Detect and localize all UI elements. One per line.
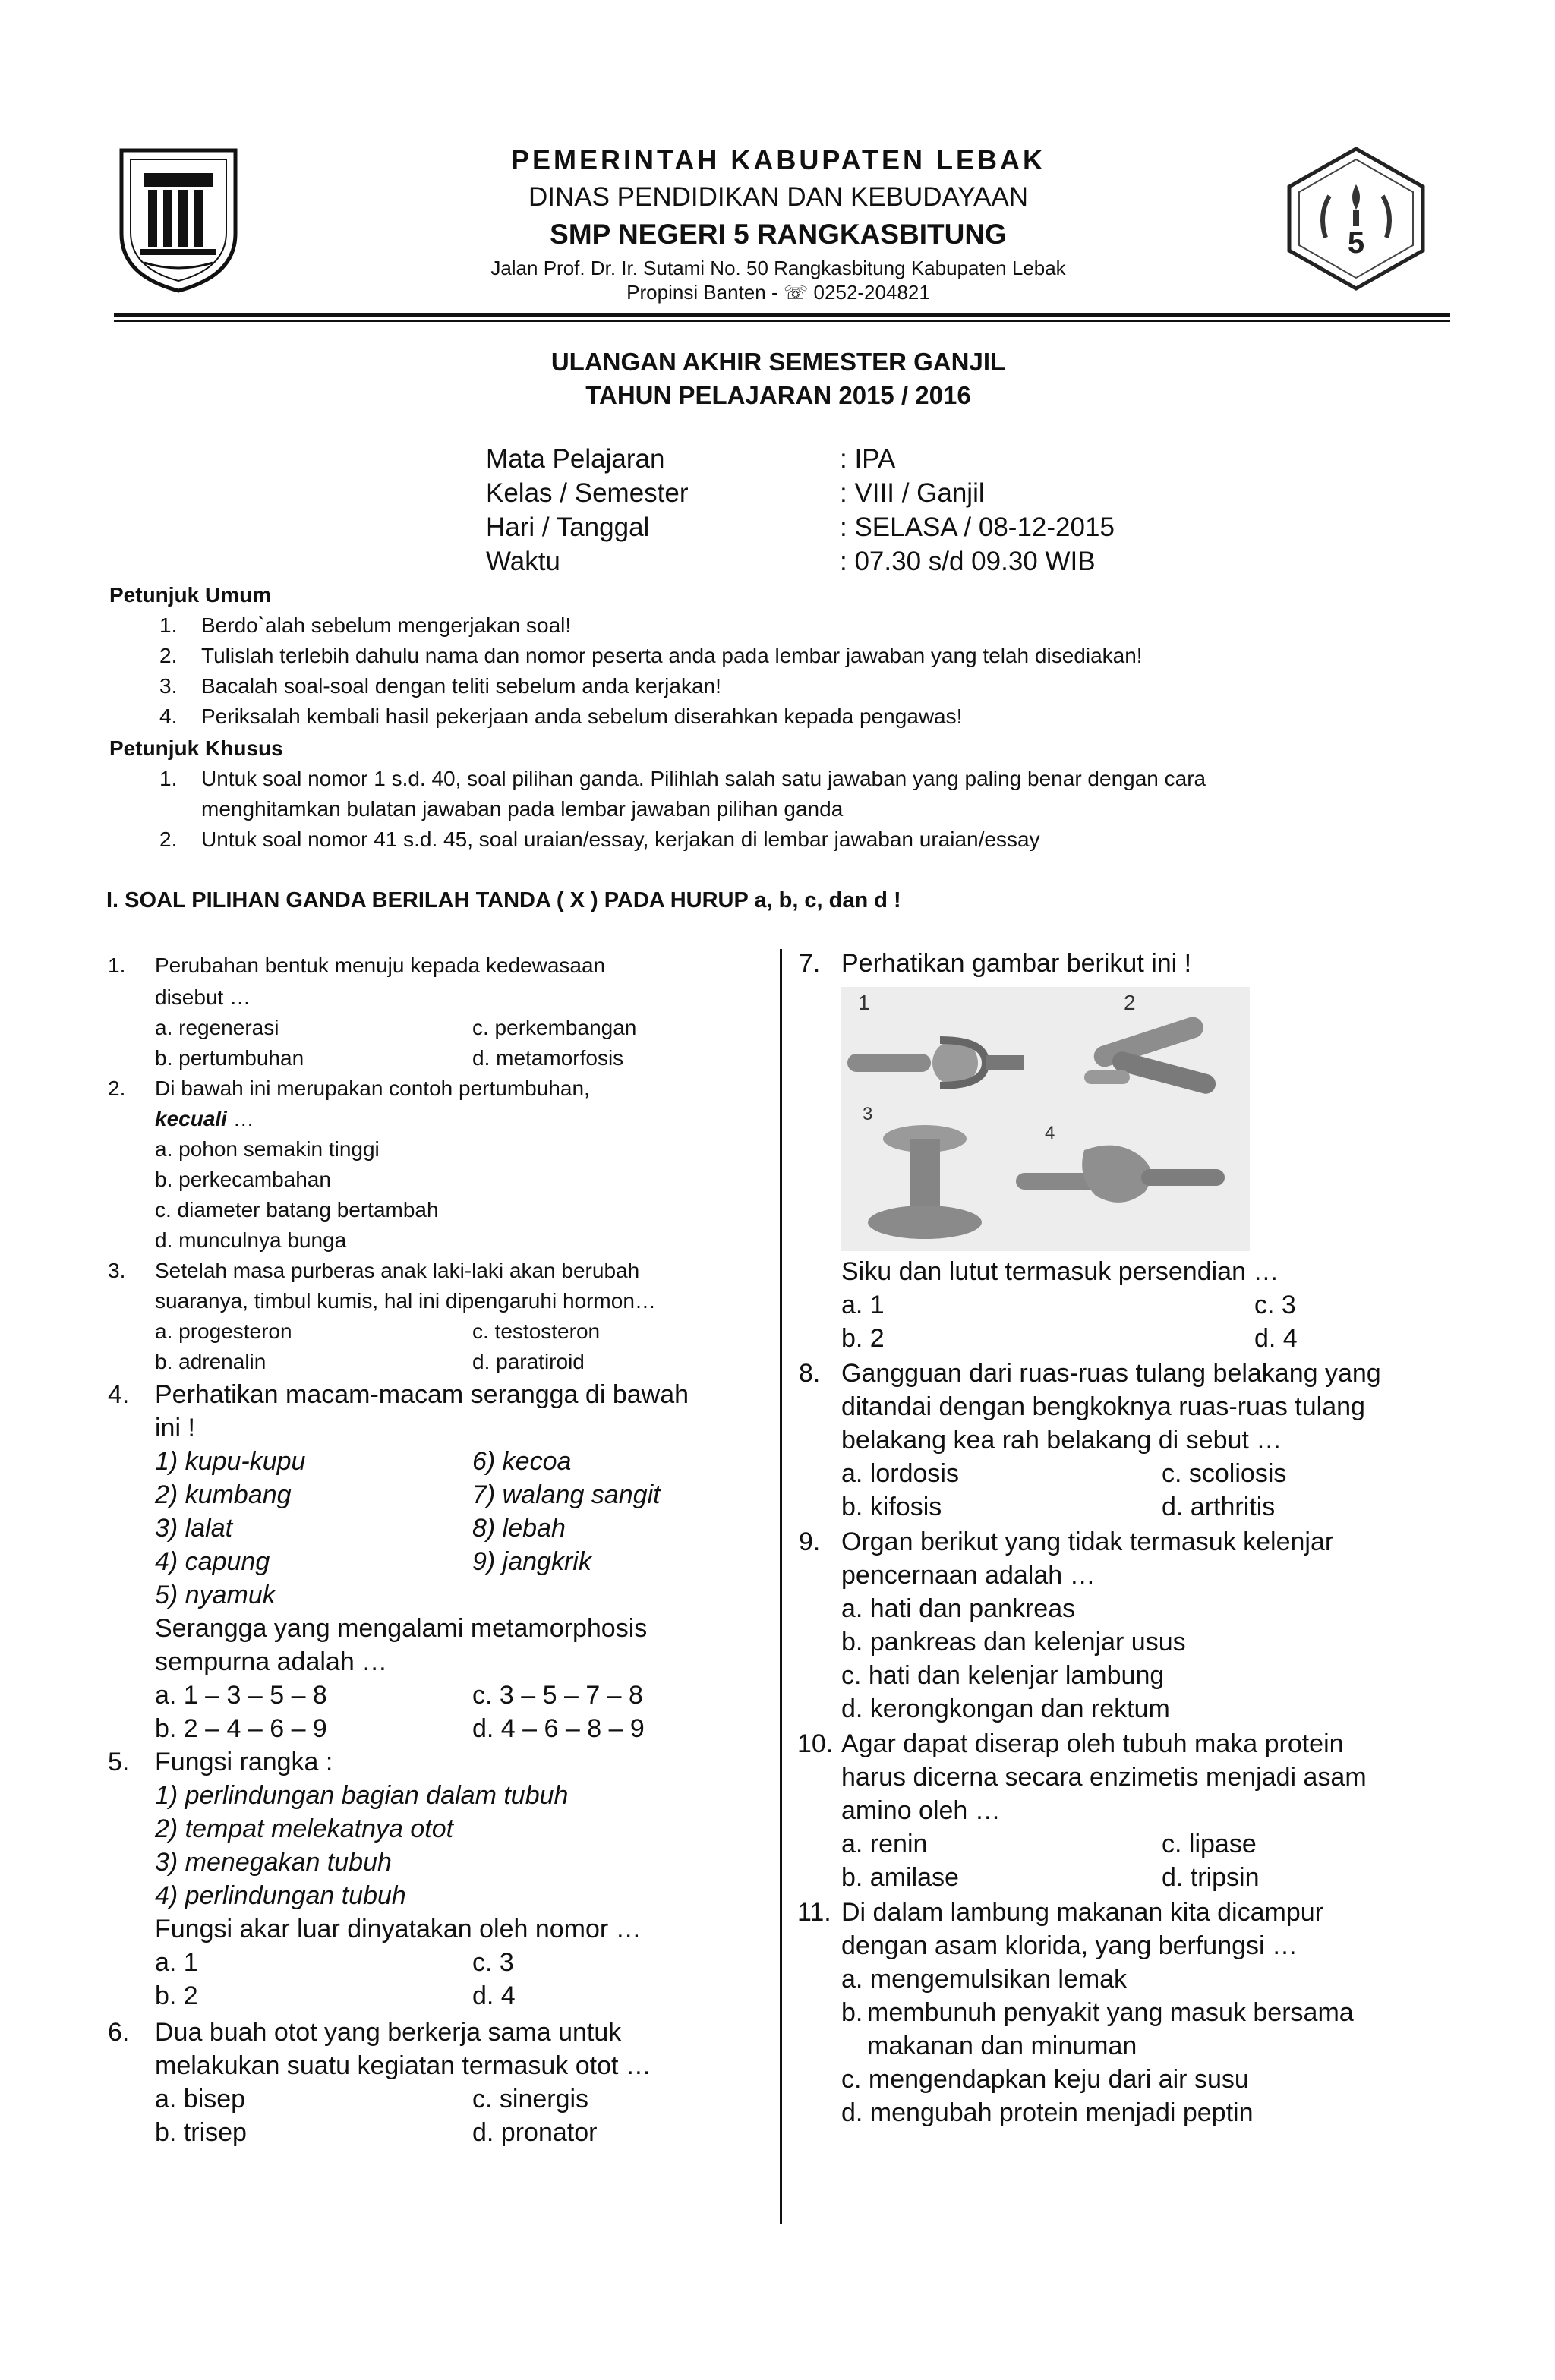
- question-number: 2.: [108, 1077, 126, 1100]
- lebak-regency-logo: [114, 143, 243, 295]
- question-number: 8.: [799, 1359, 821, 1388]
- general-item: Bacalah soal-soal dengan teliti sebelum anda kerjakan!: [201, 674, 721, 698]
- option-b-label: b.: [841, 1998, 863, 2027]
- meta-value-time: : 07.30 s/d 09.30 WIB: [840, 547, 1096, 576]
- general-item: Periksalah kembali hasil pekerjaan anda sebelum diserahkan kepada pengawas!: [201, 705, 963, 728]
- exam-title: ULANGAN AKHIR SEMESTER GANJIL: [550, 348, 1006, 376]
- function-item: 3) menegakan tubuh: [155, 1848, 392, 1877]
- question-text: Fungsi rangka :: [155, 1748, 333, 1776]
- insect-item: 3) lalat: [155, 1514, 233, 1543]
- option-c: c. sinergis: [472, 2085, 589, 2114]
- question-text: Di dalam lambung makanan kita dicampur: [841, 1898, 1323, 1927]
- special-item-line: [201, 767, 1448, 791]
- insect-item: 1) kupu-kupu: [155, 1447, 306, 1476]
- general-item-number: 1.: [159, 613, 178, 637]
- question-text: harus dicerna secara enzimetis menjadi asam: [841, 1763, 1367, 1792]
- question-text: ditandai dengan bengkoknya ruas-ruas tulang: [841, 1392, 1365, 1421]
- option-a: a. 1: [155, 1948, 198, 1977]
- option-d: d. pronator: [472, 2118, 598, 2147]
- question-text: Agar dapat diserap oleh tubuh maka protein: [841, 1729, 1344, 1758]
- question-number: 4.: [108, 1380, 130, 1409]
- option-a: a. mengemulsikan lemak: [841, 1965, 1128, 1994]
- function-item: 1) perlindungan bagian dalam tubuh: [155, 1781, 569, 1810]
- question-number: 9.: [799, 1527, 821, 1556]
- option-d: d. paratiroid: [472, 1350, 585, 1373]
- meta-label-time: Waktu: [486, 547, 560, 576]
- option-c: c. hati dan kelenjar lambung: [841, 1661, 1165, 1690]
- option-d: d. metamorfosis: [472, 1046, 624, 1070]
- option-d: d. 4 – 6 – 8 – 9: [472, 1714, 645, 1743]
- insect-item: 6) kecoa: [472, 1447, 572, 1476]
- question-text: Siku dan lutut termasuk persendian …: [841, 1257, 1279, 1286]
- question-text: Perhatikan gambar berikut ini !: [841, 949, 1192, 978]
- question-number: 7.: [799, 949, 821, 978]
- option-a: a. lordosis: [841, 1459, 959, 1488]
- column-divider: [780, 949, 782, 2224]
- option-c: c. testosteron: [472, 1319, 601, 1343]
- figure-label-3: 3: [863, 1104, 873, 1124]
- question-text: sempurna adalah …: [155, 1647, 388, 1676]
- option-a: a. progesteron: [155, 1319, 292, 1343]
- option-a: a. hati dan pankreas: [841, 1594, 1076, 1623]
- option-b-continued: makanan dan minuman: [867, 2032, 1137, 2060]
- insect-item: 2) kumbang: [155, 1480, 292, 1509]
- question-text: Fungsi akar luar dinyatakan oleh nomor …: [155, 1915, 642, 1943]
- exam-year: TAHUN PELAJARAN 2015 / 2016: [585, 381, 971, 409]
- question-text: Gangguan dari ruas-ruas tulang belakang yang: [841, 1359, 1381, 1388]
- insect-item: 9) jangkrik: [472, 1547, 591, 1576]
- question-number: 11.: [797, 1898, 831, 1927]
- keyword-kecuali: kecuali: [155, 1107, 227, 1130]
- joint-types-figure: [841, 987, 1250, 1251]
- option-b: b. trisep: [155, 2118, 247, 2147]
- option-a: a. bisep: [155, 2085, 246, 2114]
- option-b: b. 2: [155, 1981, 198, 2010]
- question-text: Dua buah otot yang berkerja sama untuk: [155, 2018, 622, 2047]
- insect-item: 8) lebah: [472, 1514, 566, 1543]
- question-text: melakukan suatu kegiatan termasuk otot …: [155, 2051, 651, 2080]
- special-item-text: Untuk soal nomor 1 s.d. 40, soal pilihan ganda. Pilihlah salah satu jawaban yang paling benar dengan cara: [201, 767, 1206, 790]
- header-department: DINAS PENDIDIKAN DAN KEBUDAYAAN: [528, 182, 1028, 212]
- special-item-number: 1.: [159, 767, 178, 790]
- svg-text:5: 5: [1347, 226, 1365, 260]
- special-instructions-heading: Petunjuk Khusus: [109, 736, 283, 760]
- option-c: c. scoliosis: [1162, 1459, 1287, 1488]
- insect-item: 7) walang sangit: [472, 1480, 661, 1509]
- question-text: Perubahan bentuk menuju kepada kedewasaan: [155, 954, 606, 977]
- figure-label-4: 4: [1045, 1123, 1055, 1143]
- special-item-line: menghitamkan bulatan jawaban pada lembar jawaban pilihan ganda: [201, 797, 844, 821]
- option-a: a. 1: [841, 1291, 885, 1319]
- general-item: Berdo`alah sebelum mengerjakan soal!: [201, 613, 572, 637]
- section-title: I. SOAL PILIHAN GANDA BERILAH TANDA ( X ) PADA HURUP a, b, c, dan d !: [106, 888, 901, 913]
- function-item: 4) perlindungan tubuh: [155, 1881, 406, 1910]
- option-c: c. lipase: [1162, 1830, 1257, 1858]
- option-b: membunuh penyakit yang masuk bersama: [867, 1998, 1354, 2027]
- meta-label-class: Kelas / Semester: [486, 478, 689, 508]
- option-c: c. 3 – 5 – 7 – 8: [472, 1681, 643, 1710]
- option-c: c. 3: [472, 1948, 514, 1977]
- question-text: Serangga yang mengalami metamorphosis: [155, 1614, 648, 1643]
- option-b: b. perkecambahan: [155, 1168, 331, 1191]
- option-a: a. renin: [841, 1830, 928, 1858]
- option-b: b. 2: [841, 1324, 885, 1353]
- header-address: Jalan Prof. Dr. Ir. Sutami No. 50 Rangkasbitung Kabupaten Lebak: [490, 257, 1066, 279]
- option-b: b. pankreas dan kelenjar usus: [841, 1628, 1186, 1657]
- option-a: a. pohon semakin tinggi: [155, 1137, 380, 1161]
- option-a: a. 1 – 3 – 5 – 8: [155, 1681, 327, 1710]
- option-d: d. tripsin: [1162, 1863, 1260, 1892]
- option-c: c. 3: [1254, 1291, 1296, 1319]
- option-b: b. pertumbuhan: [155, 1046, 304, 1070]
- option-b: b. amilase: [841, 1863, 959, 1892]
- question-number: 5.: [108, 1748, 130, 1776]
- option-b: b. 2 – 4 – 6 – 9: [155, 1714, 327, 1743]
- question-text: disebut …: [155, 985, 251, 1009]
- school-emblem-logo: [1280, 143, 1432, 295]
- general-item-number: 2.: [159, 644, 178, 667]
- option-d: d. arthritis: [1162, 1493, 1276, 1521]
- option-c: c. diameter batang bertambah: [155, 1198, 439, 1222]
- general-item-number: 3.: [159, 674, 178, 698]
- question-text: amino oleh …: [841, 1796, 1001, 1825]
- question-number: 10.: [797, 1729, 834, 1758]
- question-text: ini !: [155, 1414, 195, 1442]
- meta-label-date: Hari / Tanggal: [486, 512, 650, 542]
- header-divider-thin: [114, 320, 1450, 322]
- option-c: c. perkembangan: [472, 1016, 637, 1039]
- special-item-number: 2.: [159, 827, 178, 851]
- question-text: dengan asam klorida, yang berfungsi …: [841, 1931, 1298, 1960]
- question-text: belakang kea rah belakang di sebut …: [841, 1426, 1282, 1455]
- ellipsis: …: [226, 1107, 254, 1130]
- special-item-line: Untuk soal nomor 41 s.d. 45, soal uraian/essay, kerjakan di lembar jawaban uraian/essay: [201, 827, 1040, 851]
- insect-item: 5) nyamuk: [155, 1581, 276, 1609]
- question-text: Organ berikut yang tidak termasuk kelenjar: [841, 1527, 1334, 1556]
- option-b: b. kifosis: [841, 1493, 942, 1521]
- question-text: suaranya, timbul kumis, hal ini dipengaruhi hormon…: [155, 1289, 656, 1313]
- option-a: a. regenerasi: [155, 1016, 279, 1039]
- figure-label-1: 1: [858, 991, 870, 1014]
- option-c: c. mengendapkan keju dari air susu: [841, 2065, 1249, 2094]
- function-item: 2) tempat melekatnya otot: [155, 1814, 454, 1843]
- general-instructions-heading: Petunjuk Umum: [109, 583, 272, 607]
- header-province-phone: Propinsi Banten - ☏ 0252-204821: [626, 281, 930, 304]
- header-school: SMP NEGERI 5 RANGKASBITUNG: [550, 219, 1007, 250]
- header-government: PEMERINTAH KABUPATEN LEBAK: [511, 144, 1046, 175]
- question-text: Perhatikan macam-macam serangga di bawah: [155, 1380, 689, 1409]
- question-number: 1.: [108, 954, 126, 977]
- question-number: 3.: [108, 1259, 126, 1282]
- general-item: Tulislah terlebih dahulu nama dan nomor peserta anda pada lembar jawaban yang telah disediakan!: [201, 644, 1143, 667]
- figure-label-2: 2: [1124, 991, 1136, 1014]
- meta-value-date: : SELASA / 08-12-2015: [840, 512, 1115, 542]
- meta-value-class: : VIII / Ganjil: [840, 478, 985, 508]
- question-number: 6.: [108, 2018, 130, 2047]
- question-text: Di bawah ini merupakan contoh pertumbuhan,: [155, 1077, 590, 1100]
- question-text: [155, 1107, 254, 1131]
- option-b: b. adrenalin: [155, 1350, 267, 1373]
- option-d: d. mengubah protein menjadi peptin: [841, 2098, 1254, 2127]
- insect-item: 4) capung: [155, 1547, 270, 1576]
- option-d: d. 4: [472, 1981, 516, 2010]
- option-d: d. kerongkongan dan rektum: [841, 1694, 1170, 1723]
- meta-label-subject: Mata Pelajaran: [486, 444, 665, 474]
- general-item-number: 4.: [159, 705, 178, 728]
- question-text: Setelah masa purberas anak laki-laki akan berubah: [155, 1259, 640, 1282]
- meta-value-subject: : IPA: [840, 444, 896, 474]
- question-text: pencernaan adalah …: [841, 1561, 1096, 1590]
- option-d: d. munculnya bunga: [155, 1228, 347, 1252]
- option-d: d. 4: [1254, 1324, 1298, 1353]
- header-divider-thick: [114, 313, 1450, 317]
